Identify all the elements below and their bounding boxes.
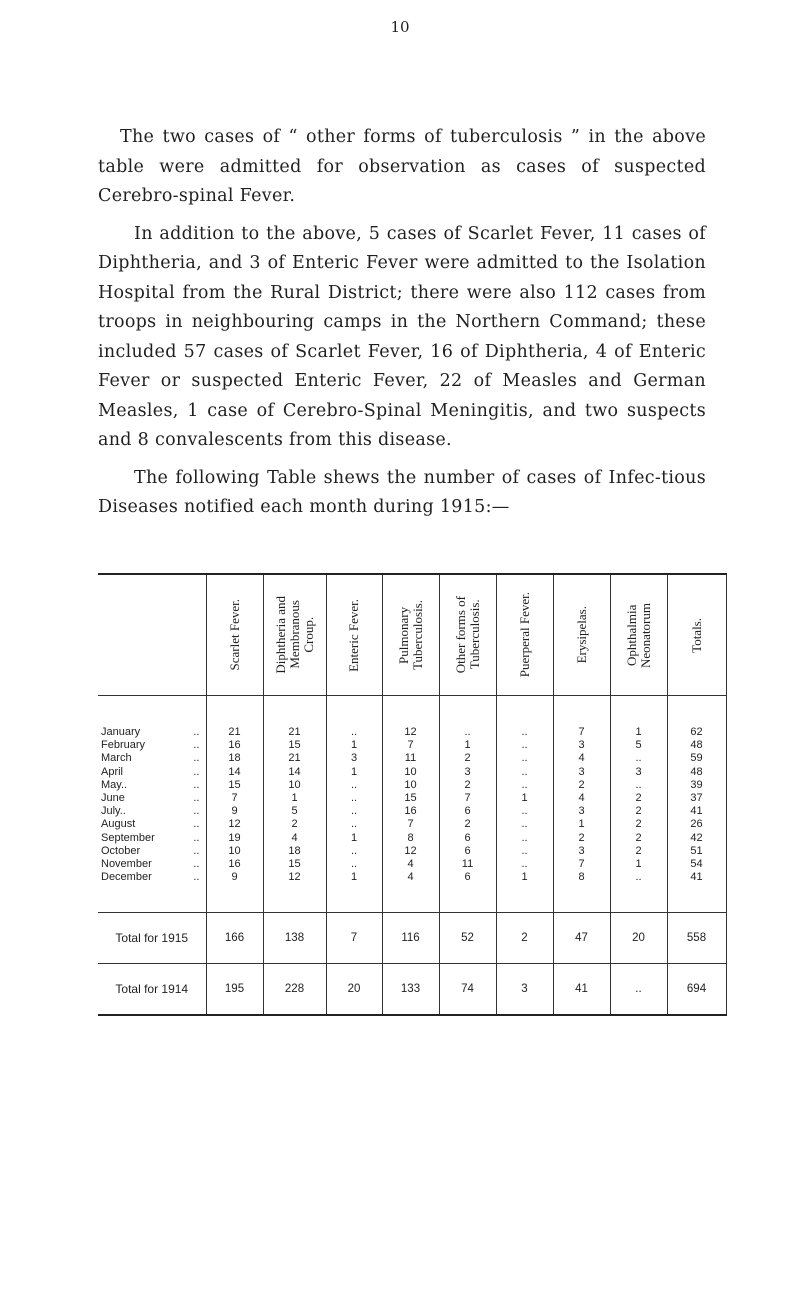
table-cell: 4: [263, 832, 326, 845]
header-other-tuberculosis: Other forms of Tuberculosis.: [439, 574, 496, 696]
table-cell: 15: [263, 739, 326, 752]
table-row: [98, 792, 726, 805]
header-pulmonary-tuberculosis: Pulmonary Tuberculosis.: [382, 574, 439, 696]
total-rows: [98, 913, 726, 1016]
total-cell: 166: [206, 913, 263, 964]
table-cell: 12: [263, 871, 326, 913]
total-cell: 20: [326, 964, 382, 1016]
infectious-diseases-table: [98, 573, 727, 1016]
table-cell: 11: [439, 858, 496, 871]
table-cell: 5: [610, 739, 667, 752]
month-label: October ..: [98, 845, 206, 858]
table-cell: 41: [667, 805, 726, 818]
table-row: [98, 805, 726, 818]
header-row: [98, 574, 726, 696]
header-totals: Totals.: [667, 574, 726, 696]
table-cell: 3: [610, 766, 667, 779]
total-cell: 2: [496, 913, 553, 964]
table-cell: 16: [206, 739, 263, 752]
table-cell: 21: [263, 696, 326, 740]
header-erysipelas: Erysipelas.: [553, 574, 610, 696]
table-cell: 4: [553, 752, 610, 765]
total-cell: 558: [667, 913, 726, 964]
table-cell: 7: [553, 696, 610, 740]
total-cell: 74: [439, 964, 496, 1016]
table-cell: 1: [496, 871, 553, 913]
table-cell: 21: [206, 696, 263, 740]
table-cell: 6: [439, 871, 496, 913]
month-label: May.. ..: [98, 779, 206, 792]
month-label: December ..: [98, 871, 206, 913]
table-cell: 8: [382, 832, 439, 845]
table-cell: 18: [263, 845, 326, 858]
total-cell: 41: [553, 964, 610, 1016]
table-cell: ..: [496, 832, 553, 845]
table-cell: ..: [496, 858, 553, 871]
paragraph-table-intro: The following Table shews the number of cases of Infec-tious Diseases notified each month during 1915:—: [98, 467, 706, 517]
table-cell: 10: [206, 845, 263, 858]
table-cell: 10: [263, 779, 326, 792]
total-cell: 228: [263, 964, 326, 1016]
total-label: Total for 1915: [98, 913, 206, 964]
table-cell: 10: [382, 779, 439, 792]
table-cell: 3: [553, 845, 610, 858]
total-cell: 138: [263, 913, 326, 964]
table-cell: ..: [496, 818, 553, 831]
header-enteric-fever: Enteric Fever.: [326, 574, 382, 696]
table-cell: ..: [496, 779, 553, 792]
table-cell: 14: [263, 766, 326, 779]
table-cell: 9: [206, 805, 263, 818]
table-cell: 48: [667, 766, 726, 779]
header-blank: [98, 574, 206, 696]
table-cell: 4: [553, 792, 610, 805]
month-label: September ..: [98, 832, 206, 845]
table-row: [98, 779, 726, 792]
total-cell: 195: [206, 964, 263, 1016]
table-cell: 6: [439, 805, 496, 818]
table-cell: 1: [610, 696, 667, 740]
table-cell: 2: [439, 752, 496, 765]
table-row: [98, 739, 726, 752]
table-row: [98, 858, 726, 871]
table-cell: ..: [326, 858, 382, 871]
table-cell: ..: [326, 792, 382, 805]
table-cell: 12: [206, 818, 263, 831]
table-cell: 2: [610, 818, 667, 831]
table-cell: 11: [382, 752, 439, 765]
total-label: Total for 1914: [98, 964, 206, 1016]
header-diphtheria: Diphtheria and Membranous Croup.: [263, 574, 326, 696]
table-cell: 1: [496, 792, 553, 805]
table-cell: 18: [206, 752, 263, 765]
table-cell: 6: [439, 832, 496, 845]
table-cell: 2: [610, 805, 667, 818]
table-cell: 2: [439, 779, 496, 792]
table-cell: 39: [667, 779, 726, 792]
table-cell: 42: [667, 832, 726, 845]
table-cell: ..: [610, 871, 667, 913]
table-cell: 7: [439, 792, 496, 805]
table-cell: 1: [326, 871, 382, 913]
table-cell: ..: [496, 739, 553, 752]
table-row: [98, 818, 726, 831]
header-scarlet-fever: Scarlet Fever.: [206, 574, 263, 696]
table-cell: 1: [553, 818, 610, 831]
table-cell: 37: [667, 792, 726, 805]
table-cell: ..: [610, 752, 667, 765]
total-cell: 694: [667, 964, 726, 1016]
total-cell: 7: [326, 913, 382, 964]
table-cell: 7: [382, 739, 439, 752]
table-cell: 1: [326, 766, 382, 779]
month-label: March ..: [98, 752, 206, 765]
table-cell: 54: [667, 858, 726, 871]
month-label: August ..: [98, 818, 206, 831]
table-cell: 1: [326, 832, 382, 845]
table-cell: ..: [496, 805, 553, 818]
total-cell: 52: [439, 913, 496, 964]
table-cell: 16: [382, 805, 439, 818]
header-puerperal-fever: Puerperal Fever.: [496, 574, 553, 696]
table-cell: ..: [496, 766, 553, 779]
table-row: [98, 871, 726, 913]
paragraph-tuberculosis-note: The two cases of “ other forms of tuberculosis ” in the above table were admitted for observation as cases of suspected Cerebro-spinal Fever.: [98, 127, 706, 206]
table-cell: 3: [553, 805, 610, 818]
month-label: July.. ..: [98, 805, 206, 818]
table-row: [98, 696, 726, 740]
table-cell: 3: [439, 766, 496, 779]
table-cell: 2: [610, 832, 667, 845]
table-cell: ..: [326, 805, 382, 818]
table-row: [98, 845, 726, 858]
table-cell: ..: [326, 818, 382, 831]
total-cell: 3: [496, 964, 553, 1016]
total-cell: ..: [610, 964, 667, 1016]
total-cell: 20: [610, 913, 667, 964]
table-cell: ..: [326, 779, 382, 792]
table-cell: 4: [382, 858, 439, 871]
body-text: [98, 123, 706, 523]
table-cell: 14: [206, 766, 263, 779]
table-cell: 8: [553, 871, 610, 913]
table-cell: 12: [382, 845, 439, 858]
month-label: January ..: [98, 696, 206, 740]
table-cell: 16: [206, 858, 263, 871]
month-label: November ..: [98, 858, 206, 871]
table-cell: 7: [553, 858, 610, 871]
table-cell: ..: [326, 696, 382, 740]
table-cell: 12: [382, 696, 439, 740]
table-cell: 2: [553, 832, 610, 845]
table-cell: 1: [326, 739, 382, 752]
table-row: [98, 832, 726, 845]
table-cell: 10: [382, 766, 439, 779]
total-row: [98, 913, 726, 964]
table-cell: ..: [439, 696, 496, 740]
total-cell: 133: [382, 964, 439, 1016]
table-cell: 3: [553, 739, 610, 752]
table-cell: 5: [263, 805, 326, 818]
total-cell: 47: [553, 913, 610, 964]
page-number: 10: [390, 18, 410, 36]
table-cell: 19: [206, 832, 263, 845]
table-cell: 62: [667, 696, 726, 740]
table-cell: 15: [206, 779, 263, 792]
table-cell: 2: [439, 818, 496, 831]
table-cell: 48: [667, 739, 726, 752]
table-cell: 2: [610, 845, 667, 858]
table-cell: 41: [667, 871, 726, 913]
table-cell: 6: [439, 845, 496, 858]
table-cell: ..: [496, 752, 553, 765]
table-cell: 2: [553, 779, 610, 792]
table-cell: 26: [667, 818, 726, 831]
table-cell: ..: [496, 696, 553, 740]
table-row: [98, 752, 726, 765]
table-cell: ..: [496, 845, 553, 858]
paragraph-rural-district: In addition to the above, 5 cases of Scarlet Fever, 11 cases of Diphtheria, and 3 of Enteric Fever were admitted to the Isolation Hospital from the Rural District; there were also 112 cases from troops in neighbouring camps in the Northern Command; these included 57 cases of Scarlet Fever, 16 of Diphtheria, 4 of Enteric Fever or suspected Enteric Fever, 22 of Measles and German Measles, 1 case of Cerebro-Spinal Meningitis, and two suspects and 8 convalescents from this disease.: [98, 223, 706, 450]
table-cell: 15: [382, 792, 439, 805]
monthly-rows: [98, 696, 726, 913]
table-cell: 1: [610, 858, 667, 871]
total-row: [98, 964, 726, 1016]
table-cell: 21: [263, 752, 326, 765]
table-row: [98, 766, 726, 779]
month-label: February ..: [98, 739, 206, 752]
total-cell: 116: [382, 913, 439, 964]
table-cell: 2: [263, 818, 326, 831]
table-cell: 2: [610, 792, 667, 805]
table-cell: 59: [667, 752, 726, 765]
header-ophthalmia-neonatorum: Ophthalmia Neonatorum: [610, 574, 667, 696]
table-cell: ..: [610, 779, 667, 792]
table-cell: ..: [326, 845, 382, 858]
table-cell: 3: [553, 766, 610, 779]
table-cell: 4: [382, 871, 439, 913]
table-cell: 15: [263, 858, 326, 871]
table-cell: 1: [439, 739, 496, 752]
table-cell: 9: [206, 871, 263, 913]
month-label: June ..: [98, 792, 206, 805]
month-label: April ..: [98, 766, 206, 779]
table-cell: 51: [667, 845, 726, 858]
table-cell: 7: [206, 792, 263, 805]
table-cell: 7: [382, 818, 439, 831]
table-cell: 3: [326, 752, 382, 765]
table-cell: 1: [263, 792, 326, 805]
